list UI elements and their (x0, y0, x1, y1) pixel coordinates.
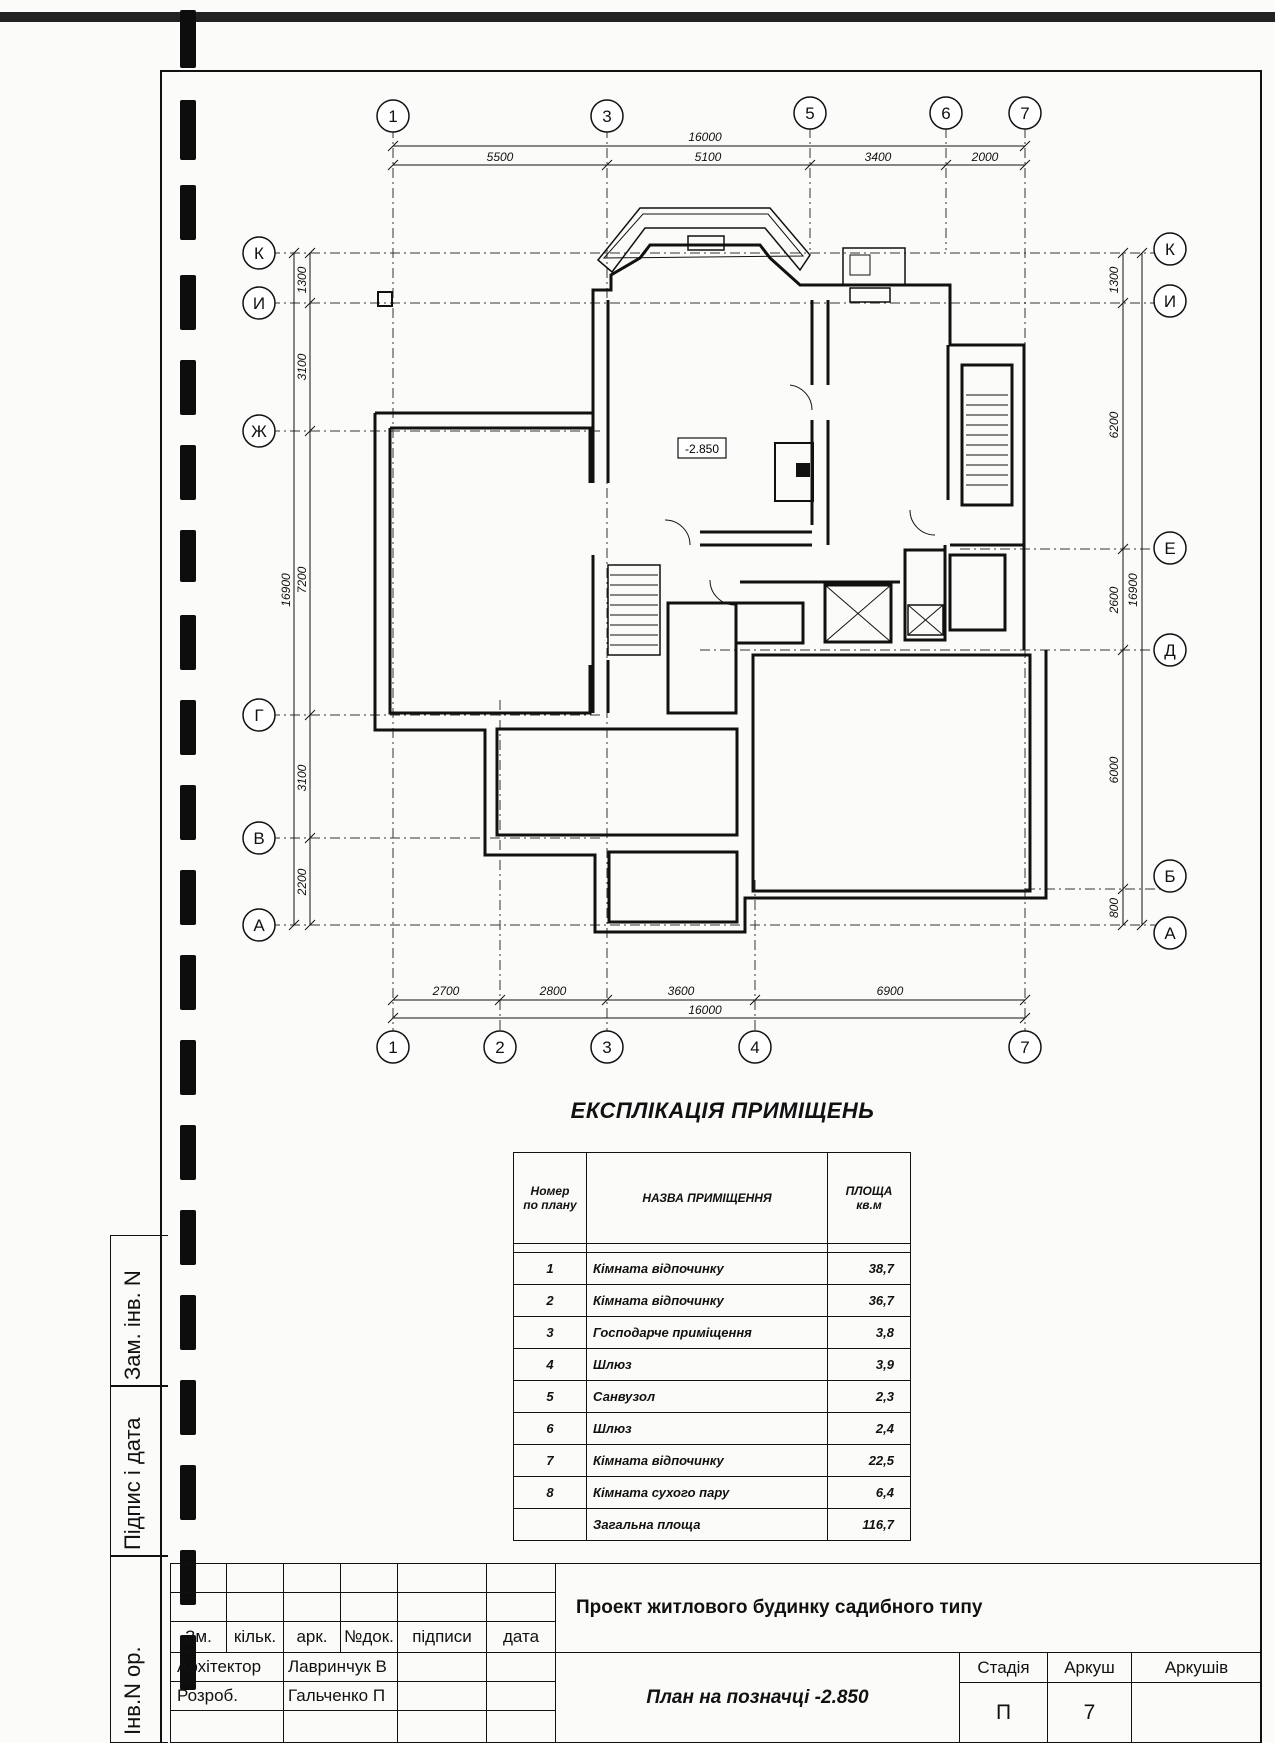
axis-label: 6 (941, 104, 951, 123)
axis-label: И (1163, 292, 1177, 311)
table-row (514, 1445, 911, 1477)
row-number: 5 (514, 1381, 587, 1413)
axis-label: 2 (495, 1038, 505, 1057)
row-area: 38,7 (828, 1253, 911, 1285)
axis-label: Д (1164, 641, 1176, 660)
header-area (828, 1153, 911, 1244)
axis-label: К (1165, 240, 1175, 259)
dim-right-1: 1300 (1107, 266, 1121, 294)
total-area: 116,7 (828, 1509, 911, 1541)
row-name: Господарче приміщення (587, 1317, 828, 1349)
dim-top-1: 5500 (486, 150, 514, 164)
dim-left-overall: 16900 (279, 573, 293, 607)
project-title: Проект житлового будинку садибного типу (555, 1563, 1262, 1653)
side-inv-original: Інв.N ор. (120, 1646, 145, 1735)
name-architect: Лавринчук В (283, 1652, 398, 1682)
row-name: Кімната сухого пару (587, 1477, 828, 1509)
sheet-value: 7 (1047, 1682, 1132, 1743)
row-name: Шлюз (587, 1413, 828, 1445)
name-developer: Гальченко П (283, 1681, 398, 1711)
header-name: НАЗВА ПРИМІЩЕННЯ (587, 1153, 828, 1244)
table-row (514, 1317, 911, 1349)
row-number: 8 (514, 1477, 587, 1509)
row-number: 4 (514, 1349, 587, 1381)
axis-label: 1 (388, 1038, 398, 1057)
dim-left-1: 1300 (295, 266, 309, 294)
header-number-line2: по плану (523, 1198, 577, 1212)
header-area-line1: ПЛОЩА (845, 1184, 893, 1198)
role-developer: Розроб. (170, 1681, 284, 1711)
side-sign-date: Підпис і дата (120, 1417, 145, 1550)
axis-bubbles-right (1154, 233, 1186, 949)
dim-top-4: 2000 (971, 150, 999, 164)
dim-right-overall: 16900 (1126, 573, 1140, 607)
row-number: 6 (514, 1413, 587, 1445)
building-walls (375, 208, 1046, 932)
header-area-line2: кв.м (856, 1198, 882, 1212)
dim-right-5: 800 (1107, 897, 1121, 919)
row-area: 22,5 (828, 1445, 911, 1477)
axis-label: 1 (388, 107, 398, 126)
dim-top-3: 3400 (864, 150, 892, 164)
axis-label: В (253, 829, 265, 848)
axis-label: 5 (805, 104, 815, 123)
sheet-title: План на позначці -2.850 (555, 1652, 960, 1743)
col-pidpysy: підписи (397, 1621, 487, 1653)
dim-left-4: 3100 (295, 764, 309, 792)
dim-bottom-1: 2700 (432, 984, 460, 998)
dim-top-overall: 16000 (688, 130, 722, 144)
table-total-row (514, 1509, 911, 1541)
axis-label: А (253, 916, 265, 935)
role-architect: Архітектор (170, 1652, 284, 1682)
explication-table (513, 1152, 911, 1541)
axis-label: К (254, 244, 264, 263)
axis-bubbles-top (377, 97, 1041, 132)
row-number: 3 (514, 1317, 587, 1349)
dim-left-5: 2200 (295, 868, 309, 896)
table-row (514, 1349, 911, 1381)
table-spacer-row (514, 1244, 911, 1253)
dim-bottom-4: 6900 (876, 984, 904, 998)
row-name: Шлюз (587, 1349, 828, 1381)
axis-label: 3 (602, 1038, 612, 1057)
axis-label: А (1164, 924, 1176, 943)
dim-top-2: 5100 (694, 150, 722, 164)
axis-label: Ж (251, 422, 267, 441)
dim-bottom-2: 2800 (539, 984, 567, 998)
axis-label: И (252, 294, 266, 313)
axis-label: 4 (750, 1038, 760, 1057)
row-number: 7 (514, 1445, 587, 1477)
row-area: 3,8 (828, 1317, 911, 1349)
row-name: Кімната відпочинку (587, 1285, 828, 1317)
col-ark: арк. (283, 1621, 341, 1653)
stage-value: П (959, 1682, 1048, 1743)
dim-bottom-3: 3600 (667, 984, 695, 998)
side-stamp (110, 1235, 168, 1743)
axis-label: Е (1164, 539, 1176, 558)
row-number: 1 (514, 1253, 587, 1285)
row-area: 2,4 (828, 1413, 911, 1445)
sheets-value (1131, 1682, 1262, 1743)
axis-label: 3 (602, 107, 612, 126)
axis-bubbles-left (243, 237, 275, 941)
col-ndok: №док. (340, 1621, 398, 1653)
axis-bubbles-bottom (377, 1031, 1041, 1063)
axis-label: Г (254, 706, 264, 725)
table-row (514, 1381, 911, 1413)
axis-label: Б (1164, 867, 1176, 886)
total-label: Загальна площа (587, 1509, 828, 1541)
table-row (514, 1285, 911, 1317)
dim-bottom-overall: 16000 (688, 1003, 722, 1017)
axis-label: 7 (1020, 1038, 1030, 1057)
sheet-label: Аркуш (1047, 1652, 1132, 1683)
col-zm: Зм. (170, 1621, 227, 1653)
level-mark: -2.850 (684, 442, 720, 456)
header-number (514, 1153, 587, 1244)
row-name: Кімната відпочинку (587, 1253, 828, 1285)
dim-right-3: 2600 (1107, 586, 1121, 614)
dim-left-2: 3100 (295, 353, 309, 381)
header-number-line1: Номер (530, 1184, 570, 1198)
dim-left-3: 7200 (295, 566, 309, 594)
side-inv-replaced: Зам. інв. N (120, 1270, 145, 1380)
table-header-row (514, 1153, 911, 1244)
row-area: 36,7 (828, 1285, 911, 1317)
dim-right-2: 6200 (1107, 411, 1121, 439)
stage-label: Стадія (959, 1652, 1048, 1683)
title-block (170, 1563, 1262, 1743)
sheets-label: Аркушів (1131, 1652, 1262, 1683)
axis-label: 7 (1020, 104, 1030, 123)
explication-title: ЕКСПЛІКАЦІЯ ПРИМІЩЕНЬ (570, 1098, 875, 1123)
row-name: Санвузол (587, 1381, 828, 1413)
col-data: дата (486, 1621, 556, 1653)
row-area: 3,9 (828, 1349, 911, 1381)
row-area: 6,4 (828, 1477, 911, 1509)
table-row (514, 1477, 911, 1509)
table-row (514, 1413, 911, 1445)
row-area: 2,3 (828, 1381, 911, 1413)
table-row (514, 1253, 911, 1285)
row-number: 2 (514, 1285, 587, 1317)
col-kilk: кільк. (226, 1621, 284, 1653)
dim-right-4: 6000 (1107, 756, 1121, 784)
row-name: Кімната відпочинку (587, 1445, 828, 1477)
